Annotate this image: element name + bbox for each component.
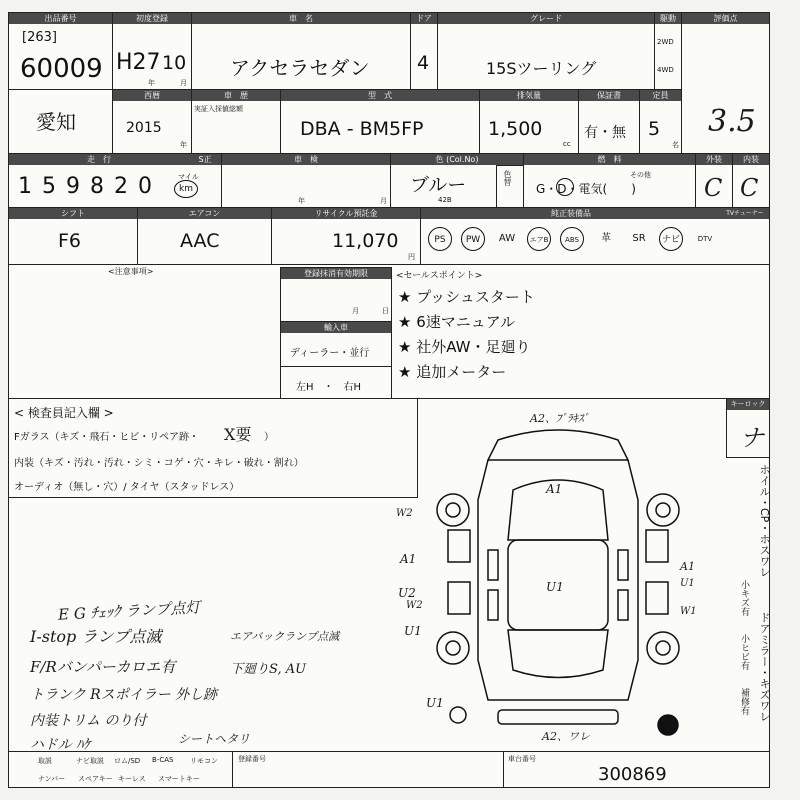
- tv-label: TVチューナー: [721, 208, 769, 219]
- shift-label: シフト: [9, 208, 137, 219]
- diag-mark-11: W1: [680, 606, 697, 617]
- equipment-6: 革: [601, 233, 611, 244]
- hand-note-3: エアバックランプ点滅: [230, 630, 340, 643]
- hand-note-2: I-stop ランプ点滅: [30, 627, 162, 646]
- color-code: 42B: [438, 196, 452, 204]
- inspector-title: < 検査員記入欄 >: [14, 406, 114, 420]
- mile-unit: マイル: [178, 173, 199, 181]
- warranty: 有・無: [584, 125, 626, 141]
- recycle: 11,070: [332, 230, 399, 252]
- footer-item-top-1: 取説: [38, 757, 52, 765]
- chassis-note: 実証入採値総額: [194, 105, 243, 113]
- western-year: 2015: [126, 120, 162, 136]
- equipment-5: ABS: [560, 227, 584, 251]
- int-grade: C: [740, 174, 759, 202]
- drive-4wd: 4WD: [657, 66, 674, 74]
- expiry-day: 日: [382, 307, 389, 315]
- model-label: 型 式: [281, 90, 479, 101]
- first-reg-label: 初度登録: [113, 13, 191, 24]
- caution-label: <注意事項>: [108, 267, 154, 276]
- ext-label: 外装: [696, 154, 732, 165]
- km-unit: km: [174, 180, 198, 198]
- ext-grade: C: [704, 174, 723, 202]
- disp-label: 排気量: [480, 90, 578, 101]
- diag-mark-6: U2: [398, 586, 416, 600]
- diag-mark-2: A1: [546, 482, 563, 496]
- era-year: H27: [116, 50, 161, 75]
- equipment-8: ナビ: [659, 227, 683, 251]
- disp-unit: cc: [563, 140, 571, 148]
- car-name-label: 車 名: [192, 13, 410, 24]
- keylock-label: キーロック: [727, 399, 769, 410]
- drive-label: 駆動: [655, 13, 681, 24]
- hand-note-4: F/Rバンパーカロエ有: [30, 658, 176, 676]
- year-unit: 年: [148, 79, 155, 87]
- diag-mark-3: U1: [546, 580, 564, 594]
- expiry-month: 月: [352, 307, 359, 315]
- lot-prefix: [263]: [22, 30, 57, 45]
- equipment-9: DTV: [697, 235, 713, 243]
- sales-point-2: ★ 6速マニュアル: [398, 313, 516, 331]
- fuel-other: その他: [630, 171, 651, 179]
- diag-mark-8: U1: [404, 624, 422, 638]
- hand-note-6: トランク Rスポイラー 外し跡: [30, 687, 218, 703]
- western-label: 西暦: [113, 90, 191, 101]
- reg-number-cell: [232, 751, 504, 788]
- int-label: 内装: [733, 154, 769, 165]
- equipment-7: SR: [632, 233, 646, 244]
- diag-mark-9: A1: [680, 560, 695, 573]
- yen-unit: 円: [408, 253, 415, 261]
- equipment-3: AW: [498, 233, 516, 244]
- insp-year: 年: [298, 197, 305, 205]
- diag-mark-4: W2: [396, 508, 413, 519]
- footer-item-bottom-4: スマートキー: [158, 775, 200, 783]
- diag-mark-1: A2、ﾌﾟﾗｷｽﾞ: [530, 412, 589, 425]
- drive-2wd: 2WD: [657, 38, 674, 46]
- recycle-label: リサイクル預託金: [272, 208, 420, 219]
- diag-mark-5: A1: [400, 552, 417, 566]
- diag-mark-13: U1: [426, 696, 444, 710]
- se-label: S正: [189, 154, 221, 165]
- equipment-1: PS: [428, 227, 452, 251]
- hand-note-9: シートヘタリ: [178, 732, 251, 746]
- mileage-label: 走 行: [9, 154, 189, 165]
- doors: 4: [417, 52, 430, 74]
- diag-mark-12: A2、ワレ: [542, 730, 590, 743]
- handle-side: 左H ・ 右H: [296, 382, 362, 393]
- fuel-d-circle: [556, 178, 574, 196]
- sales-point-3: ★ 社外AW・足廻り: [398, 338, 531, 356]
- reg-month: 10: [162, 52, 187, 74]
- car-name: アクセラセダン: [230, 56, 370, 80]
- fuel: G・D・電気( ): [536, 182, 636, 196]
- score-label: 評価点: [682, 13, 769, 24]
- windshield-mark: X要: [224, 425, 252, 444]
- footer-item-top-2: ナビ取説: [76, 757, 104, 765]
- region: 愛知: [36, 110, 76, 134]
- grade: 15Sツーリング: [486, 59, 597, 78]
- equipment-2: PW: [461, 227, 485, 251]
- car-diagram: [428, 410, 688, 740]
- month-unit: 月: [180, 79, 187, 87]
- auction-sheet: [8, 12, 770, 788]
- hand-note-5: 下廻りS, AU: [230, 662, 307, 677]
- seats: 5: [648, 118, 661, 140]
- score: 3.5: [708, 104, 756, 139]
- dealer-parallel: ディーラー・並行: [290, 348, 370, 359]
- seats-label: 定員: [640, 90, 681, 101]
- shift: F6: [58, 230, 82, 252]
- right-small-2: 小ヒビ有: [739, 634, 749, 670]
- seats-unit: 名: [672, 141, 679, 149]
- inspector-line-2: 内装（キズ・汚れ・汚れ・シミ・コゲ・穴・キレ・破れ・割れ）: [14, 458, 304, 469]
- import-label: 輸入車: [281, 322, 391, 333]
- footer-item-bottom-3: キーレス: [118, 775, 146, 783]
- ac-label: エアコン: [138, 208, 271, 219]
- footer-item-top-3: ロム/SD: [114, 757, 141, 765]
- western-unit: 年: [180, 141, 187, 149]
- equip-label: 純正装備品: [421, 208, 721, 219]
- displacement: 1,500: [488, 118, 543, 140]
- lot-label: 出品番号: [9, 13, 112, 24]
- fuel-label: 燃 料: [524, 154, 695, 165]
- diag-mark-10: U1: [680, 578, 695, 589]
- footer-item-bottom-1: ナンバー: [38, 775, 66, 783]
- lot-number: 60009: [20, 54, 103, 84]
- inspector-line-1-end: ）: [264, 432, 274, 443]
- model: DBA - BM5FP: [300, 118, 424, 140]
- inspection-label: 車 検: [222, 154, 390, 165]
- chassis-number-label: 車台番号: [508, 755, 536, 763]
- color: ブルー: [410, 174, 467, 196]
- door-label: ドア: [411, 13, 437, 24]
- right-vertical-2: ドアミラー・キズワレ: [758, 612, 771, 722]
- footer-item-top-5: リモコン: [190, 757, 218, 765]
- hand-note-1: E G ﾁｪｯｸ ランプ点灯: [57, 598, 201, 624]
- warranty-label: 保証書: [579, 90, 639, 101]
- inspector-line-1: Fガラス（キズ・飛石・ヒビ・リペア跡・: [14, 432, 200, 443]
- footer-item-bottom-2: スペアキー: [78, 775, 113, 783]
- reg-expiry-label: 登録抹消有効期限: [281, 268, 391, 279]
- chassis-hist-label: 車 歴: [192, 90, 280, 101]
- keylock-mark: ナ: [740, 424, 764, 452]
- grade-label: グレード: [438, 13, 654, 24]
- hand-note-8: ハドル ﾊｹ: [30, 737, 91, 753]
- sales-label: <セールスポイント>: [396, 271, 483, 281]
- right-small-1: 小キズ有: [739, 580, 749, 616]
- equipment-4: エアB: [527, 227, 551, 251]
- ac: AAC: [180, 230, 220, 252]
- color-label: 色 (Col.No): [391, 154, 523, 165]
- hand-note-7: 内装トリム のり付: [30, 713, 147, 729]
- mileage: 159820: [18, 174, 162, 199]
- footer-item-top-4: B-CAS: [152, 756, 174, 764]
- repaint-label: 色替: [503, 170, 512, 186]
- diag-mark-7: W2: [406, 600, 423, 611]
- chassis-number: 300869: [598, 764, 667, 785]
- right-vertical-1: ホイル・CP・ホスワレ: [758, 464, 771, 578]
- sales-point-1: ★ プッシュスタート: [398, 288, 535, 306]
- handle-divider: [280, 366, 392, 367]
- insp-month: 月: [380, 197, 387, 205]
- sales-point-4: ★ 追加メーター: [398, 363, 507, 381]
- inspector-line-3: オーディオ（無し・穴）/ タイヤ（スタッドレス）: [14, 482, 240, 493]
- reg-number-label: 登録番号: [238, 755, 266, 763]
- right-small-3: 補修有: [739, 688, 749, 715]
